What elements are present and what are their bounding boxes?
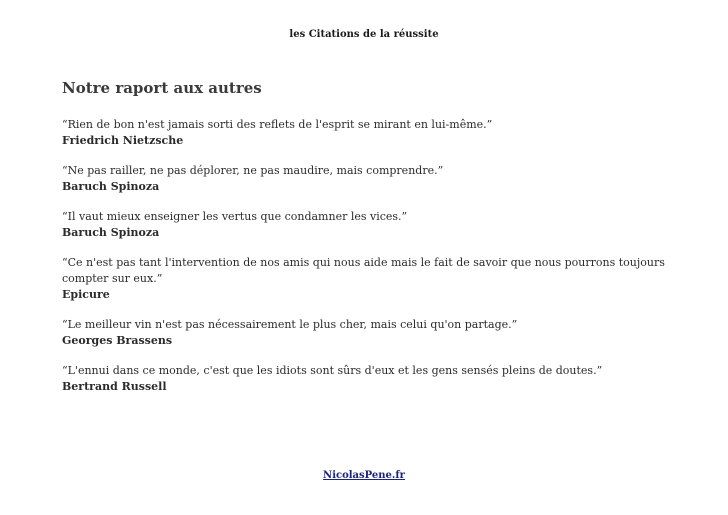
quote-item — [62, 363, 672, 395]
quote-author: Baruch Spinoza — [62, 180, 160, 193]
quote-item — [62, 255, 672, 303]
quote-text: “Ce n'est pas tant l'intervention de nos amis qui nous aide mais le fait de savoir que nous pourrons toujours compter sur eux.” — [62, 256, 665, 285]
quote-author: Baruch Spinoza — [62, 226, 160, 239]
quote-author: Friedrich Nietzsche — [62, 134, 184, 147]
quote-list — [62, 117, 672, 409]
quote-text: “Le meilleur vin n'est pas nécessairement le plus cher, mais celui qu'on partage.” — [62, 318, 518, 331]
section-title: Notre raport aux autres — [62, 79, 262, 97]
quote-author: Epicure — [62, 288, 110, 301]
page-footer — [0, 470, 728, 481]
page-header: les Citations de la réussite — [289, 29, 439, 40]
quote-text: “Rien de bon n'est jamais sorti des reflets de l'esprit se mirant en lui-même.” — [62, 118, 493, 131]
quote-text: “L'ennui dans ce monde, c'est que les idiots sont sûrs d'eux et les gens sensés pleins de doutes.” — [62, 364, 603, 377]
quote-text: “Il vaut mieux enseigner les vertus que condamner les vices.” — [62, 210, 408, 223]
quote-item — [62, 117, 672, 149]
quote-text: “Ne pas railler, ne pas déplorer, ne pas maudire, mais comprendre.” — [62, 164, 444, 177]
quote-item — [62, 317, 672, 349]
quote-author: Georges Brassens — [62, 334, 173, 347]
quote-item — [62, 209, 672, 241]
quote-item — [62, 163, 672, 195]
website-link[interactable]: NicolasPene.fr — [323, 470, 405, 481]
quote-author: Bertrand Russell — [62, 380, 167, 393]
